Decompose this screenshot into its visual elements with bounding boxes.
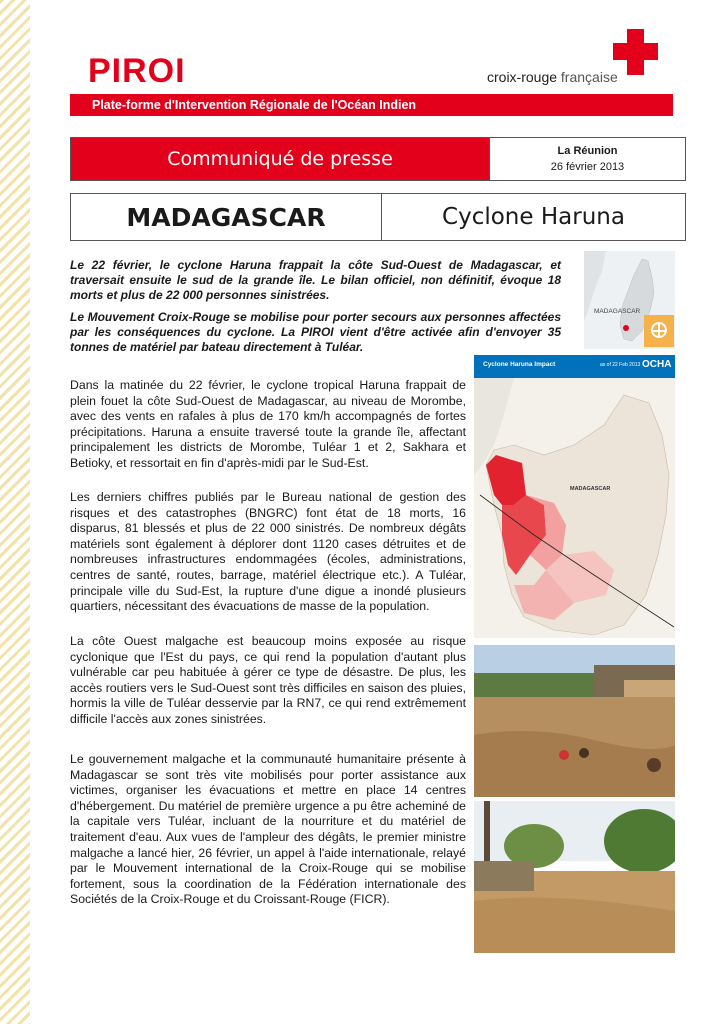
flood-photo-2 — [474, 801, 675, 953]
flood-photo-1-image — [474, 645, 675, 797]
body-paragraph-1: Dans la matinée du 22 février, le cyclone tropical Haruna frappait de plein fouet la côte Sud-Ouest de Madagascar, au niveau de Morombe, avec des vents en rafales à plus de 170 km/h accompagnés de fortes précipitations. Haruna a ensuite traversé toute la grande île, affectant principalement les districts de Morombe, Tuléar 1 et 2, Sakhara et Betioky, et ressortait en fin d'après-midi par le Sud-Est. — [70, 378, 466, 470]
croix-rouge-brand — [487, 69, 618, 85]
brand-main: croix-rouge — [487, 69, 558, 85]
header-banner: Plate-forme d'Intervention Régionale de l'Océan Indien — [70, 94, 673, 116]
press-place: La Réunion — [557, 145, 618, 157]
body-paragraph-2: Les derniers chiffres publiés par le Bureau national de gestion des risques et des catastrophes (BNGRC) font état de 18 morts, 16 disparus, 81 blessés et plus de 22 000 sinistrés. De nombreux dégâts matériels sont également à déplorer dont 1120 cases détruites et de nombreuses infrastructures endommagées (écoles, administrations, centres de santé, routes, barrage, matériel électrique etc.). A Tuléar, principale ville du Sud-Est, la rupture d'une digue a inondé plusieurs quartiers, nécessitant des évacuations de masse de la population. — [70, 490, 466, 614]
madagascar-locator-map — [584, 251, 675, 349]
document-title — [70, 193, 686, 241]
locator-map-label: MADAGASCAR — [594, 308, 641, 315]
locator-map-shape — [584, 251, 675, 349]
impact-map-shape — [474, 355, 675, 638]
red-cross-icon-bar — [613, 43, 658, 60]
map-country-label: MADAGASCAR — [570, 486, 611, 492]
title-event: Cyclone Haruna — [442, 204, 625, 230]
lead-paragraph-2: Le Mouvement Croix-Rouge se mobilise pour porter secours aux personnes affectées par les conséquences du cyclone. La PIROI vient d'être activée afin d'envoyer 35 tonnes de matériel par bateau directement à Tuléar. — [70, 310, 561, 354]
map-header — [474, 355, 675, 378]
body-paragraph-3: La côte Ouest malgache est beaucoup moins exposée au risque cyclonique que l'Est du pays, ce qui rend la population d'autant plus vulnérable car peu habituée à gérer ce type de désastre. De plus, les accès routiers vers le Sud-Ouest sont très difficiles en saison des pluies, hormis la ville de Tuléar desservie par la RN7, ce qui rend extrêmement difficile l'accès aux zones sinistrées. — [70, 634, 466, 726]
ocha-logo: OCHA — [642, 359, 672, 370]
brand-suffix: française — [557, 69, 618, 85]
map-date: as of 22 Feb 2013 — [600, 362, 641, 368]
decorative-stripe — [0, 0, 30, 1024]
body-paragraph-4: Le gouvernement malgache et la communauté humanitaire présente à Madagascar se sont très vite mobilisés pour porter assistance aux victimes, organiser les évacuations et mettre en place 14 centres d'hébergement. Du matériel de première urgence a pu être acheminé de la capitale vers Tuléar, incluant de la nourriture et du matériel de traitement d'eau. Aux vues de l'ampleur des dégâts, le premier ministre malgache a lancé hier, 26 février, un appel à l'aide internationale, relayé par le Mouvement international de la Croix-Rouge qui se mobilise fortement, sous la coordination de la Fédération internationale des Sociétés de la Croix-Rouge et du Croissant-Rouge (FICR). — [70, 752, 466, 907]
press-header — [70, 137, 686, 181]
press-date: 26 février 2013 — [550, 161, 625, 173]
piroi-logo: PIROI — [88, 52, 186, 90]
lead-paragraph-1: Le 22 février, le cyclone Haruna frappait la côte Sud-Ouest de Madagascar, et traversait ensuite le sud de la grande île. Le bilan officiel, non définitif, évoque 18 morts et plus de 22 000 personnes sinistrées. — [70, 258, 561, 302]
flood-photo-2-image — [474, 801, 675, 953]
press-label: Communiqué de presse — [71, 138, 490, 180]
title-country: MADAGASCAR — [71, 194, 382, 240]
press-dateline — [490, 138, 685, 180]
map-title: Cyclone Haruna Impact — [483, 361, 556, 368]
cyclone-impact-map — [474, 355, 675, 638]
flood-photo-1 — [474, 645, 675, 797]
